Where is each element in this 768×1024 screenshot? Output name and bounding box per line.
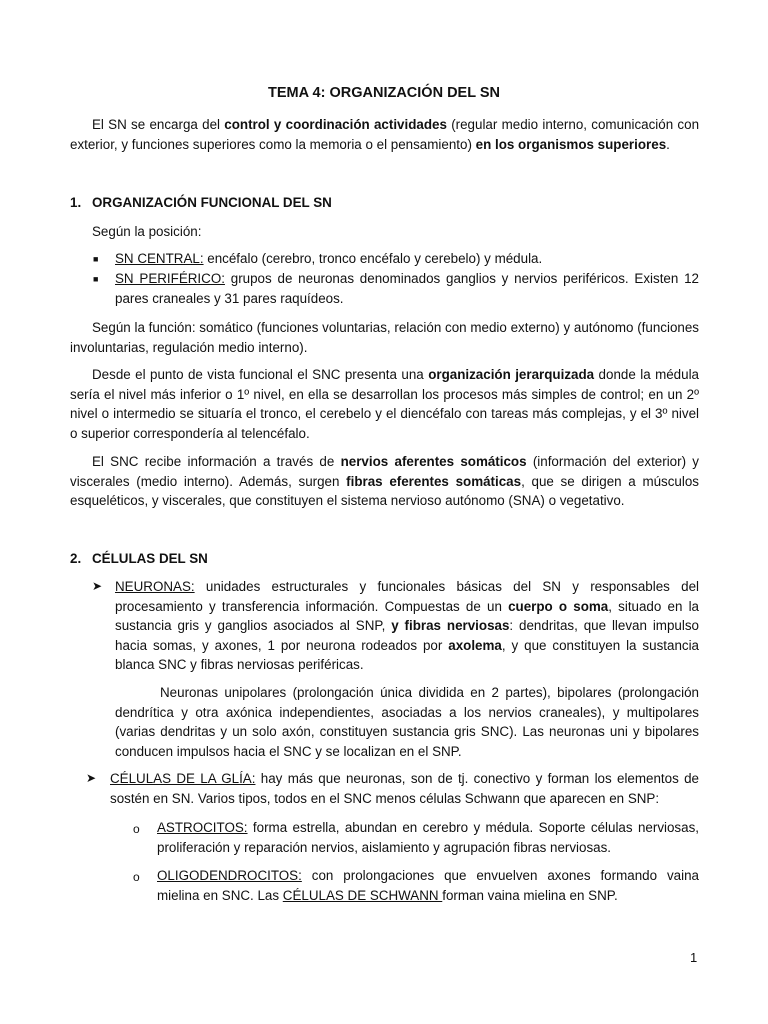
item-text: con prolongaciones que envuelven axones formando vaina mielina en SNC. Las xyxy=(157,868,699,903)
item-bold: cuerpo o soma xyxy=(508,598,609,614)
square-bullet-icon: ■ xyxy=(93,274,99,284)
paragraph-bold: organización jerarquizada xyxy=(428,367,595,382)
neuronas-item xyxy=(115,577,699,675)
bullet-sn-periferico xyxy=(115,269,699,308)
section-number: 2. xyxy=(70,551,82,566)
item-bold: axolema xyxy=(448,637,502,653)
item-label: CÉLULAS DE SCHWANN xyxy=(282,887,443,903)
intro-text: . xyxy=(666,136,670,152)
intro-paragraph xyxy=(70,115,699,154)
item-label: OLIGODENDROCITOS: xyxy=(157,868,302,883)
intro-text: El SN se encarga del xyxy=(92,117,225,132)
section-title: ORGANIZACIÓN FUNCIONAL DEL SN xyxy=(92,195,332,210)
circle-bullet-icon: o xyxy=(133,822,140,836)
item-label: NEURONAS: xyxy=(115,579,195,594)
jerarquica-paragraph xyxy=(70,365,699,443)
section-1-heading xyxy=(70,193,332,213)
intro-bold: control y coordinación actividades xyxy=(224,117,447,132)
paragraph-text: El SNC recibe información a través de xyxy=(92,454,341,469)
section-2-heading xyxy=(70,549,208,569)
arrow-bullet-icon: ➤ xyxy=(86,771,97,785)
astrocitos-item xyxy=(157,818,699,857)
bullet-text: grupos de neuronas denominados ganglios y nervios periféricos. Existen 12 pares craneales y 31 pares raquídeos. xyxy=(115,271,699,306)
paragraph-text: donde la médula sería el nivel más inferior o 1º nivel, en ella se desarrollan los procesos más simples de control; en un 2º nivel o intermedio se situaría el tronco, el cerebelo y el diencéfalo con tareas más complejas, y el 3º nivel o superior correspondería al telencéfalo. xyxy=(70,367,699,441)
item-text: hay más que neuronas, son de tj. conectivo y forman los elementos de sostén en SN. Varios tipos, todos en el SNC menos células Schwann que aparecen en SNP: xyxy=(110,771,699,806)
position-lead: Según la posición: xyxy=(92,224,202,239)
aferentes-paragraph xyxy=(70,452,699,511)
paragraph-bold: nervios aferentes somáticos xyxy=(340,454,527,469)
item-text: : dendritas, que llevan impulso hacia somas, y axones, 1 por neurona rodeados por xyxy=(115,618,699,653)
document-title: TEMA 4: ORGANIZACIÓN DEL SN xyxy=(267,85,500,101)
bullet-text: encéfalo (cerebro, tronco encéfalo y cerebelo) y médula. xyxy=(203,251,543,266)
paragraph-bold: fibras eferentes somáticas xyxy=(346,473,522,489)
section-title: CÉLULAS DEL SN xyxy=(92,551,208,566)
section-number: 1. xyxy=(70,195,82,210)
square-bullet-icon: ■ xyxy=(93,254,99,264)
glia-item xyxy=(110,769,699,808)
item-text: forman vaina mielina en SNP. xyxy=(442,887,618,903)
bullet-label: SN PERIFÉRICO: xyxy=(115,271,225,286)
item-text: forma estrella, abundan en cerebro y médula. Soporte células nerviosas, proliferación y reparación nervios, aislamiento y agrupación fibras nerviosas. xyxy=(157,820,699,855)
bullet-sn-central xyxy=(115,249,699,269)
paragraph-text: Desde el punto de vista funcional el SNC presenta una xyxy=(92,367,429,382)
item-label: ASTROCITOS: xyxy=(157,820,248,835)
bullet-label: SN CENTRAL: xyxy=(115,251,204,266)
item-bold: y fibras nerviosas xyxy=(391,618,510,633)
item-text: , y que constituyen la sustancia blanca SNC y fibras nerviosas periféricas. xyxy=(115,637,700,672)
item-label: CÉLULAS DE LA GLÍA: xyxy=(110,771,256,786)
arrow-bullet-icon: ➤ xyxy=(92,579,103,593)
paragraph-text: (información del exterior) y viscerales (medio interno). Además, surgen xyxy=(70,454,700,489)
tipos-neuronas-paragraph: Neuronas unipolares (prolongación única dividida en 2 partes), bipolares (prolongación dendrítica y otra axónica independientes, asociadas a los nervios craneales), y multipolares (varias dendritas y un solo axón, constituyen sustancia gris SNC). Las neuronas uni y bipolares conducen impulsos hacia el SNC y se localizan en el SNP. xyxy=(115,685,699,759)
oligodendrocitos-item xyxy=(157,866,699,905)
intro-text: (regular medio interno, comunicación con exterior, y funciones superiores como la memoria o el pensamiento) xyxy=(70,117,700,152)
intro-bold: en los organismos superiores xyxy=(475,136,667,152)
item-text: , situado en la sustancia gris y ganglios asociados al SNP, xyxy=(115,598,699,633)
funcion-paragraph: Según la función: somático (funciones voluntarias, relación con medio externo) y autónomo (funciones involuntarias, regulación medio interno). xyxy=(70,320,699,355)
page-number: 1 xyxy=(690,950,698,965)
item-text: unidades estructurales y funcionales básicas del SN y responsables del procesamiento y transferencia información. Compuestas de un xyxy=(115,579,699,614)
paragraph-text: , que se dirigen a músculos esqueléticos, y viscerales, que constituyen el sistema nervioso autónomo (SNA) o vegetativo. xyxy=(70,473,699,508)
circle-bullet-icon: o xyxy=(133,870,140,884)
